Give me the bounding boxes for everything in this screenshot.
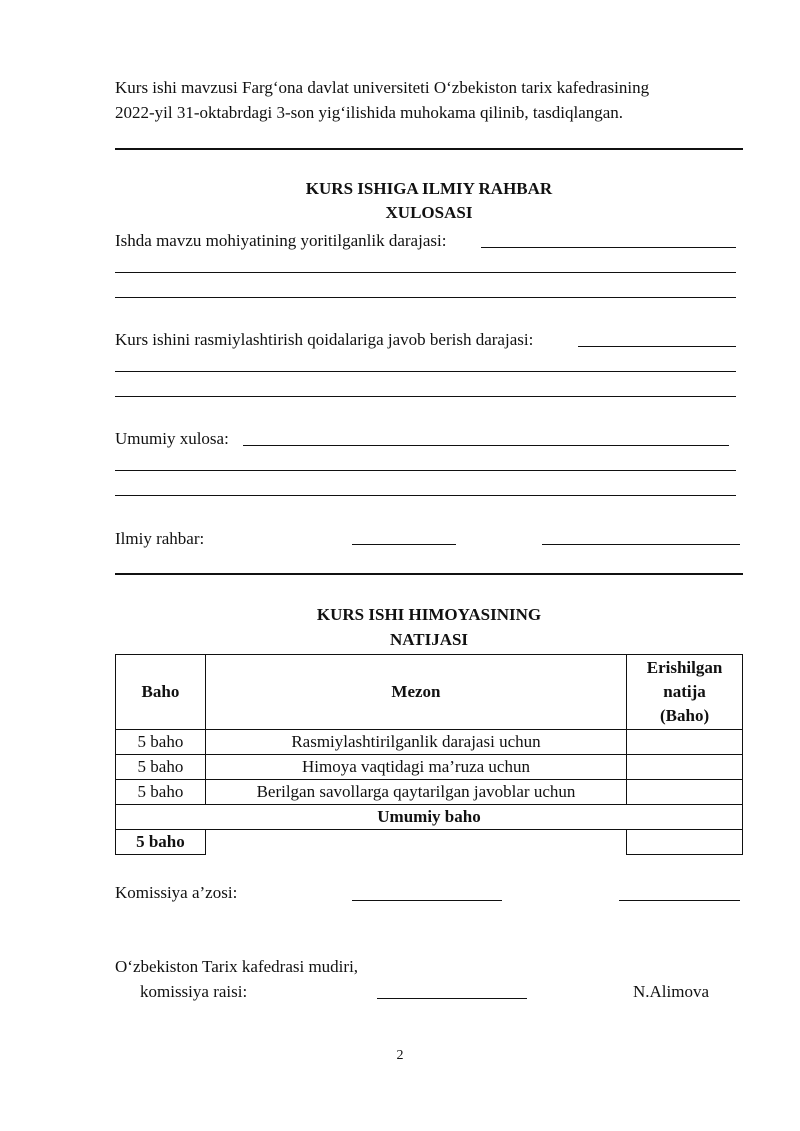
- q3-answer-line[interactable]: [243, 445, 729, 446]
- row-grade: 5 baho: [116, 755, 206, 780]
- row-result-cell[interactable]: [627, 755, 743, 780]
- head-name: N.Alimova: [633, 982, 710, 1001]
- total-row: [116, 830, 743, 855]
- q1-answer-line[interactable]: [481, 247, 736, 248]
- row-result-cell[interactable]: [627, 730, 743, 755]
- q3-answer-line-2[interactable]: [115, 470, 736, 471]
- conclusion-title-line-2: XULOSASI: [385, 203, 473, 222]
- header-result-line-1: Erishilgan: [646, 658, 723, 677]
- head-line-1: O‘zbekiston Tarix kafedrasi mudiri,: [115, 957, 359, 976]
- header-result-line-3: (Baho): [659, 706, 710, 725]
- total-grade: 5 baho: [116, 830, 206, 855]
- table-row: [116, 780, 743, 805]
- header-criterion: Mezon: [205, 655, 626, 730]
- q2-answer-line-3[interactable]: [115, 396, 736, 397]
- header-grade: Baho: [116, 655, 206, 730]
- intro-line-2: 2022-yil 31-oktabrdagi 3-son yig‘ilishida muhokama qilinib, tasdiqlangan.: [115, 103, 624, 122]
- table-header-row: [116, 655, 743, 730]
- supervisor-name-line[interactable]: [542, 544, 740, 545]
- supervisor-signature-line[interactable]: [352, 544, 456, 545]
- total-label-row: [116, 805, 743, 830]
- table-row: [116, 755, 743, 780]
- conclusion-title-line-1: KURS ISHIGA ILMIY RAHBAR: [305, 179, 553, 198]
- q3-label: Umumiy xulosa:: [115, 429, 229, 448]
- row-grade: 5 baho: [116, 780, 206, 805]
- intro-line-1: Kurs ishi mavzusi Farg‘ona davlat universiteti O‘zbekiston tarix kafedrasining: [115, 78, 650, 97]
- total-label: Umumiy baho: [116, 805, 743, 830]
- q2-answer-line[interactable]: [578, 346, 736, 347]
- q1-label: Ishda mavzu mohiyatining yoritilganlik darajasi:: [115, 231, 447, 250]
- defense-title-line-1: KURS ISHI HIMOYASINING: [316, 605, 542, 624]
- total-result-cell[interactable]: [627, 830, 743, 855]
- q3-answer-line-3[interactable]: [115, 495, 736, 496]
- commission-signature-line[interactable]: [352, 900, 502, 901]
- commission-name-line[interactable]: [619, 900, 740, 901]
- page-number: 2: [396, 1048, 404, 1063]
- row-criterion: Berilgan savollarga qaytarilgan javoblar uchun: [205, 780, 626, 805]
- head-line-2: komissiya raisi:: [140, 982, 248, 1001]
- q2-label: Kurs ishini rasmiylashtirish qoidalariga javob berish darajasi:: [115, 330, 534, 349]
- header-result: [627, 655, 743, 730]
- section-divider-2: [115, 573, 743, 575]
- row-criterion: Rasmiylashtirilganlik darajasi uchun: [205, 730, 626, 755]
- defense-title-line-2: NATIJASI: [389, 630, 469, 649]
- q1-answer-line-3[interactable]: [115, 297, 736, 298]
- row-criterion: Himoya vaqtidagi ma’ruza uchun: [205, 755, 626, 780]
- head-signature-line[interactable]: [377, 998, 527, 999]
- commission-member-label: Komissiya a’zosi:: [115, 883, 238, 902]
- row-result-cell[interactable]: [627, 780, 743, 805]
- section-divider: [115, 148, 743, 150]
- supervisor-label: Ilmiy rahbar:: [115, 529, 205, 548]
- table-row: [116, 730, 743, 755]
- total-spacer: [205, 830, 626, 855]
- results-table: [115, 654, 743, 855]
- row-grade: 5 baho: [116, 730, 206, 755]
- q1-answer-line-2[interactable]: [115, 272, 736, 273]
- q2-answer-line-2[interactable]: [115, 371, 736, 372]
- header-result-line-2: natija: [663, 682, 706, 701]
